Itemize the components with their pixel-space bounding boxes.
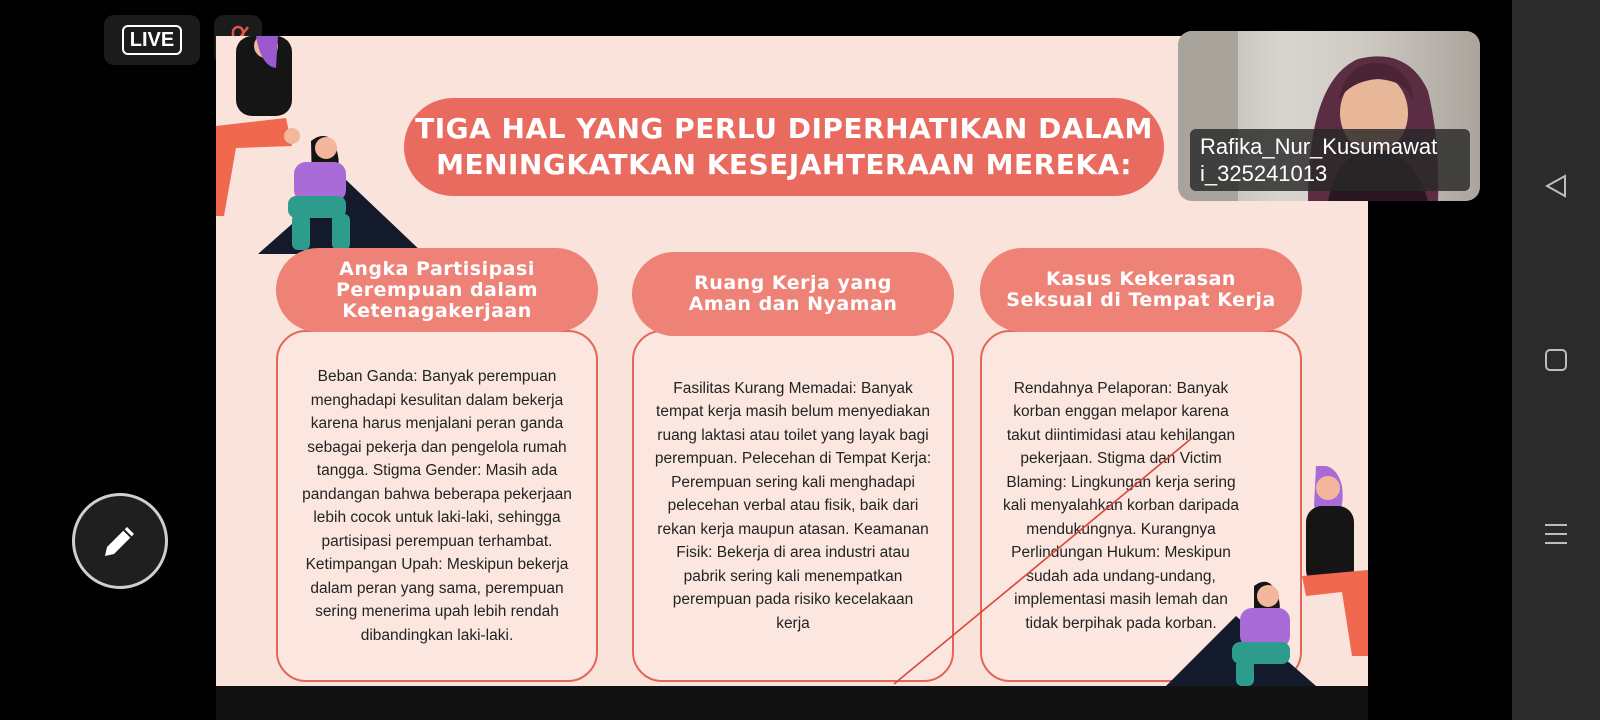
column-body-text: Rendahnya Pelaporan: Banyak korban enggan melapor karena takut diintimidasi atau kehilangan pekerjaan. Stigma dan Victim Blaming: Lingkungan kerja sering kali menyalahkan korban daripada mendukungnya. Kurangnya Perlindungan Hukum: Meskipun sudah ada undang-undang, implementasi masih lemah dan tidak berpihak pada korban. — [1002, 379, 1240, 632]
back-triangle-icon — [1543, 173, 1569, 199]
column-header-line: Ruang Kerja yang — [694, 272, 892, 294]
nav-menu-button[interactable] — [1538, 516, 1574, 552]
menu-lines-icon — [1543, 521, 1569, 547]
nav-home-button[interactable] — [1538, 342, 1574, 378]
pencil-icon — [99, 520, 141, 562]
column-header-line: Kasus Kekerasan — [1046, 268, 1236, 290]
slide-bottom-bar — [216, 686, 1368, 720]
participant-name-line-1: Rafika_Nur_Kusumawat — [1200, 134, 1438, 159]
column-header-line: Aman dan Nyaman — [688, 293, 898, 315]
participant-video-tile[interactable] — [1178, 31, 1480, 201]
title-line-2: MENINGKATKAN KESEJAHTERAAN MEREKA: — [436, 148, 1132, 181]
nav-back-button[interactable] — [1538, 168, 1574, 204]
column-header-line: Seksual di Tempat Kerja — [1006, 289, 1276, 311]
column-body-text: Beban Ganda: Banyak perempuan menghadapi kesulitan dalam bekerja karena harus menjalani peran ganda sebagai pekerja dan pengelola rumah tangga. Stigma Gender: Masih ada pandangan bahwa beberapa pekerjaan lebih cocok untuk laki-laki, sehingga partisipasi perempuan terhambat. Ketimpangan Upah: Meskipun bekerja dalam peran yang sama, perempuan sering menerima upah lebih rendah dibandingkan laki-laki. — [302, 368, 572, 644]
column-body-text: Fasilitas Kurang Memadai: Banyak tempat kerja masih belum menyediakan ruang laktasi atau toilet yang layak bagi perempuan. Pelecehan di Tempat Kerja: Perempuan sering kali menghadapi pelecehan verbal atau fisik, baik dari rekan kerja maupun atasan. Keamanan Fisik: Bekerja di area industri atau pabrik sering kali menempatkan perempuan pada risiko kecelakaan kerja — [654, 379, 932, 632]
participant-name-tag — [1190, 129, 1470, 191]
title-line-1: TIGA HAL YANG PERLU DIPERHATIKAN DALAM — [415, 112, 1153, 145]
live-label: LIVE — [122, 25, 182, 55]
column-header-line: Perempuan dalam — [335, 278, 538, 301]
column-header-line: Angka Partisipasi — [339, 257, 535, 280]
annotate-edit-button[interactable] — [72, 493, 168, 589]
system-nav-bar — [1512, 0, 1600, 720]
participant-name-line-2: i_325241013 — [1200, 161, 1328, 186]
column-header-line: Ketenagakerjaan — [342, 299, 532, 322]
live-badge — [104, 15, 200, 65]
home-square-icon — [1543, 347, 1569, 373]
